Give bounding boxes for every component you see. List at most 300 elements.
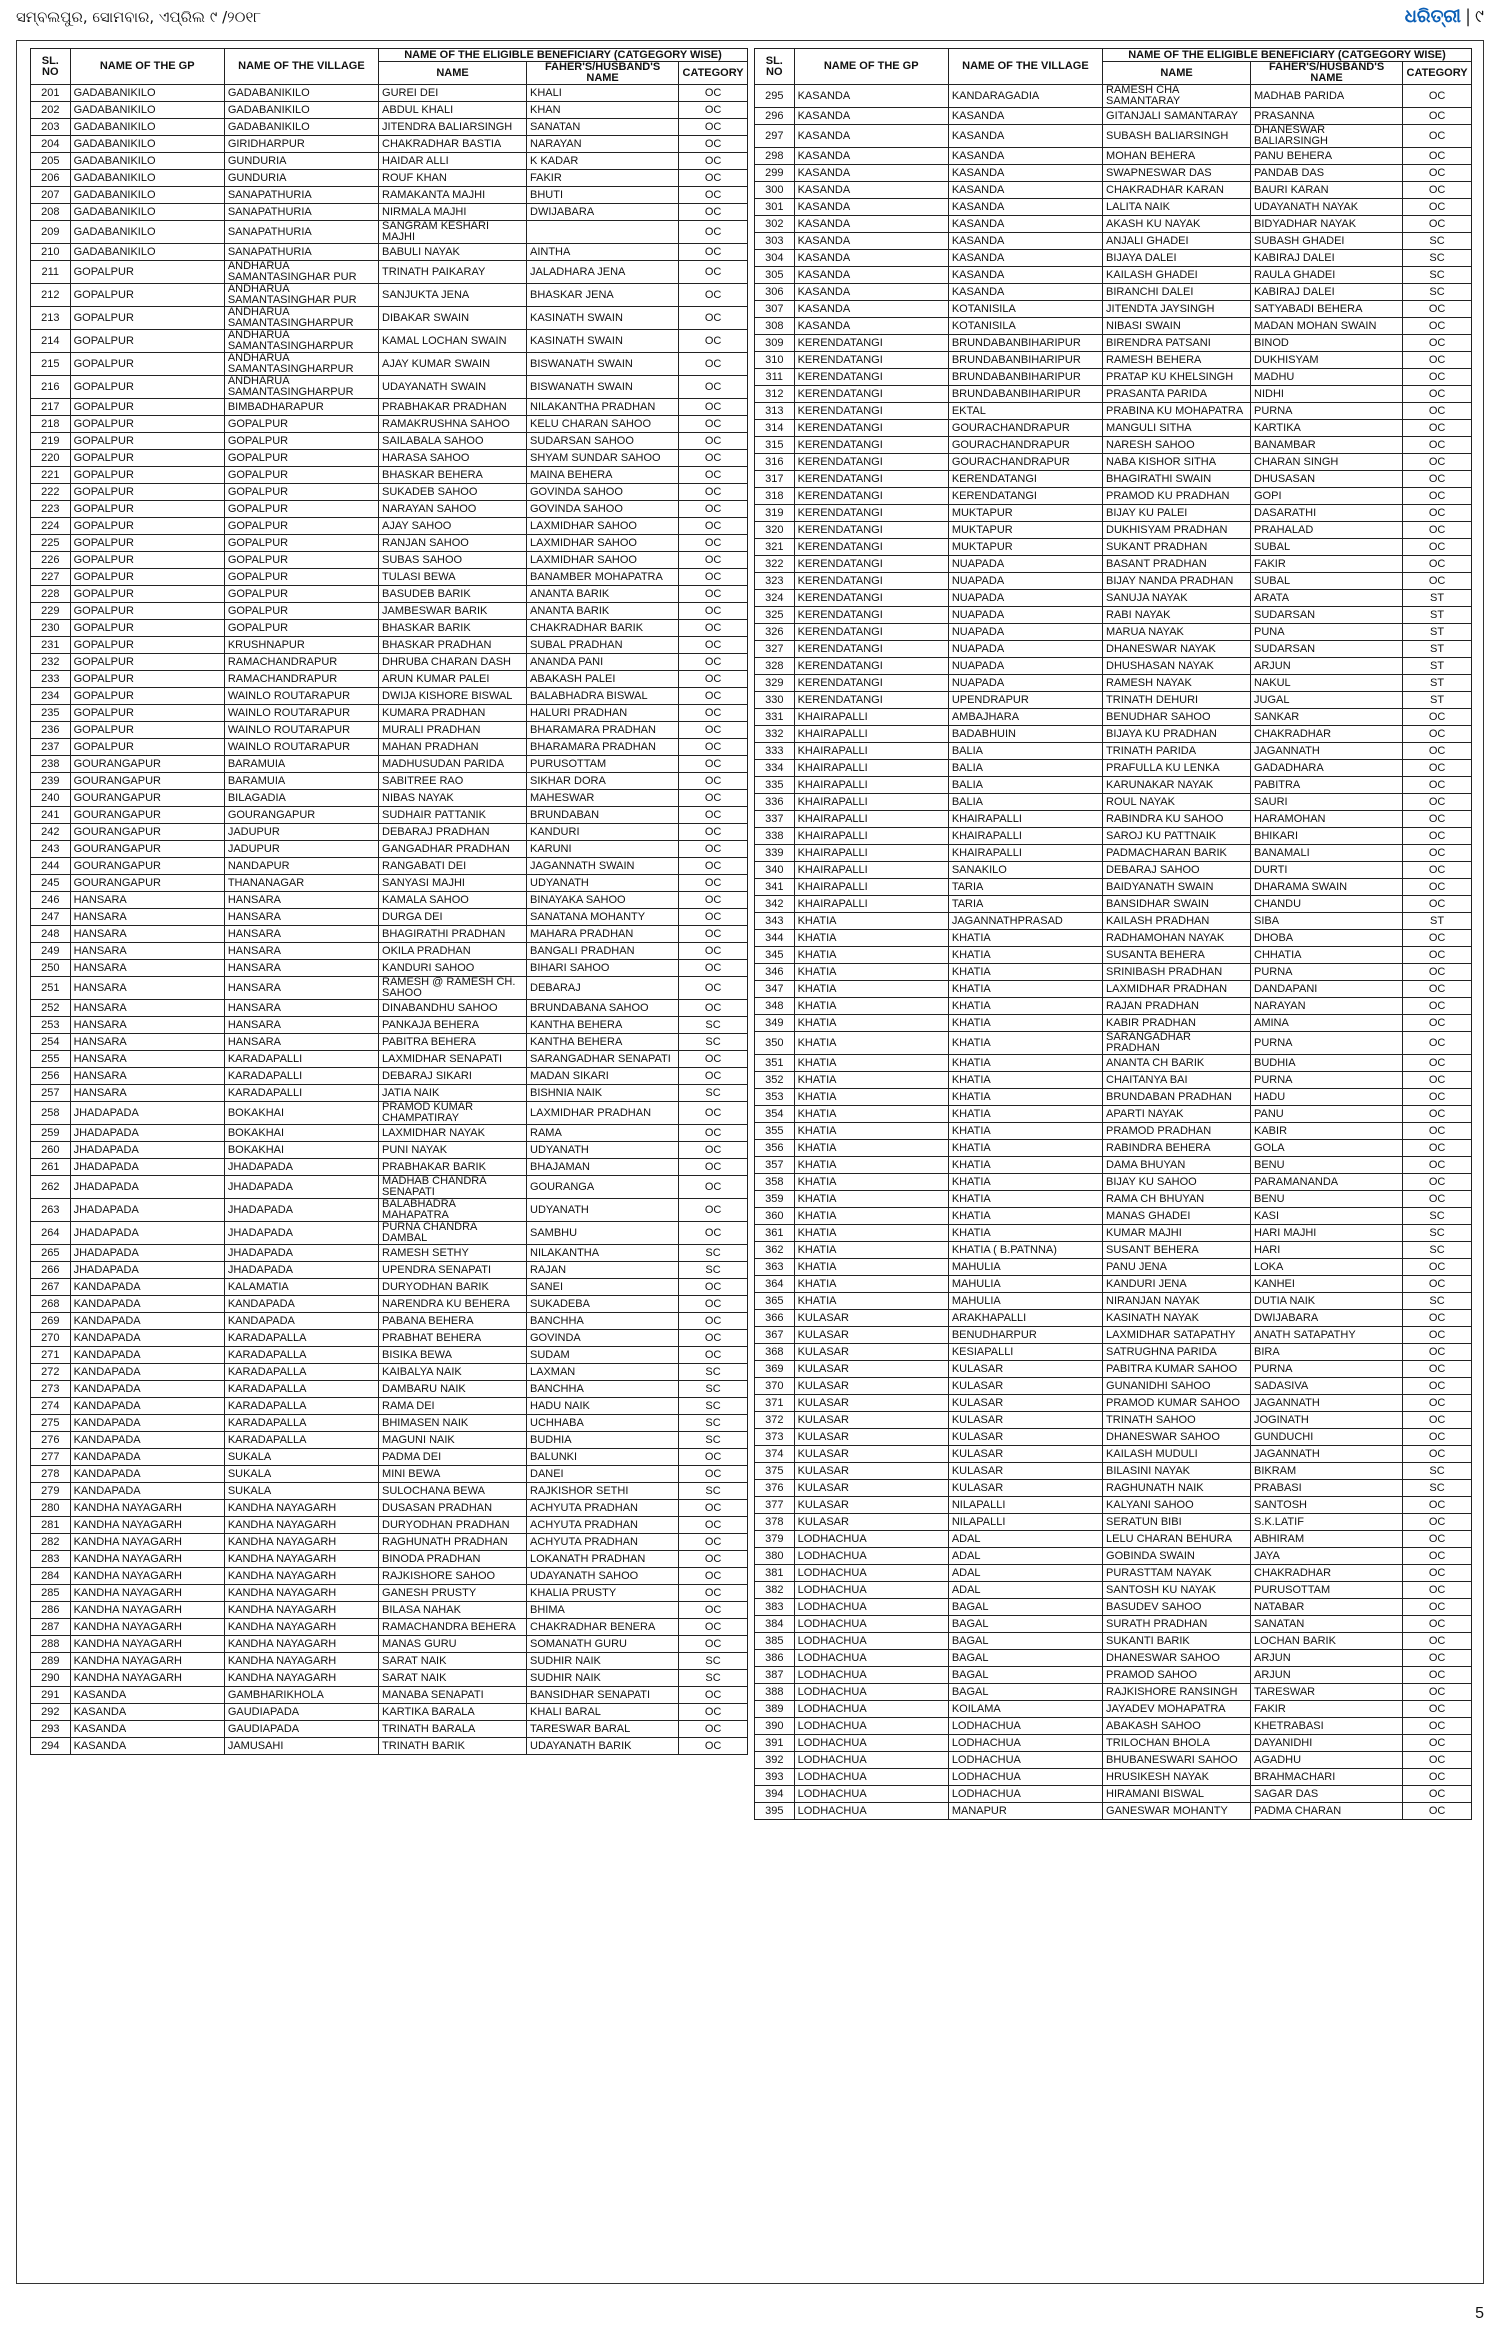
cell-name: CHAKRADHAR BASTIA — [379, 136, 527, 153]
table-row — [31, 654, 748, 671]
table-row — [755, 267, 1472, 284]
cell-village: KANDARAGADIA — [948, 85, 1102, 108]
cell-sl-no: 314 — [755, 420, 795, 437]
table-row — [755, 658, 1472, 675]
cell-sl-no: 284 — [31, 1568, 71, 1585]
cell-sl-no: 338 — [755, 828, 795, 845]
cell-village: NUAPADA — [948, 590, 1102, 607]
cell-sl-no: 360 — [755, 1208, 795, 1225]
cell-category: OC — [1403, 1667, 1472, 1684]
cell-sl-no: 274 — [31, 1398, 71, 1415]
table-row — [755, 1514, 1472, 1531]
cell-gp: KULASAR — [794, 1310, 948, 1327]
cell-gp: GOPALPUR — [70, 739, 224, 756]
cell-village: BOKAKHAI — [224, 1102, 378, 1125]
table-row — [755, 947, 1472, 964]
cell-gp: KANDAPADA — [70, 1381, 224, 1398]
table-row — [31, 1398, 748, 1415]
cell-sl-no: 354 — [755, 1106, 795, 1123]
cell-village: ANDHARUA SAMANTASINGHARPUR — [224, 307, 378, 330]
cell-gp: GOURANGAPUR — [70, 824, 224, 841]
cell-father-name: SUDARSAN — [1251, 607, 1403, 624]
cell-father-name: PANU — [1251, 1106, 1403, 1123]
cell-name: SATRUGHNA PARIDA — [1103, 1344, 1251, 1361]
cell-father-name: RAJAN — [527, 1262, 679, 1279]
cell-gp: KULASAR — [794, 1327, 948, 1344]
cell-name: BENUDHAR SAHOO — [1103, 709, 1251, 726]
cell-gp: HANSARA — [70, 1017, 224, 1034]
cell-village: SUKALA — [224, 1449, 378, 1466]
cell-gp: KASANDA — [794, 108, 948, 125]
cell-category: OC — [1403, 964, 1472, 981]
cell-gp: KASANDA — [70, 1721, 224, 1738]
cell-gp: LODHACHUA — [794, 1684, 948, 1701]
cell-gp: KULASAR — [794, 1395, 948, 1412]
cell-category: OC — [1403, 125, 1472, 148]
cell-sl-no: 201 — [31, 85, 71, 102]
cell-category: OC — [679, 221, 748, 244]
cell-category: SC — [1403, 1242, 1472, 1259]
table-row — [31, 153, 748, 170]
table-row — [31, 1636, 748, 1653]
cell-sl-no: 355 — [755, 1123, 795, 1140]
cell-father-name: DHUSASAN — [1251, 471, 1403, 488]
cell-father-name: LOCHAN BARIK — [1251, 1633, 1403, 1650]
cell-gp: LODHACHUA — [794, 1633, 948, 1650]
cell-village: KANDAPADA — [224, 1296, 378, 1313]
cell-category: OC — [679, 119, 748, 136]
cell-sl-no: 315 — [755, 437, 795, 454]
cell-sl-no: 285 — [31, 1585, 71, 1602]
table-row — [31, 824, 748, 841]
table-row — [755, 1446, 1472, 1463]
cell-sl-no: 357 — [755, 1157, 795, 1174]
page-number: 5 — [1475, 2305, 1484, 2322]
table-row — [755, 216, 1472, 233]
cell-name: MARUA NAYAK — [1103, 624, 1251, 641]
cell-village: GOPALPUR — [224, 416, 378, 433]
cell-father-name: BANCHHA — [527, 1313, 679, 1330]
cell-category: OC — [679, 960, 748, 977]
cell-village: GADABANIKILO — [224, 85, 378, 102]
cell-category: OC — [1403, 1446, 1472, 1463]
cell-name: RAMAKANTA MAJHI — [379, 187, 527, 204]
cell-gp: KHATIA — [794, 913, 948, 930]
cell-father-name: DUTIA NAIK — [1251, 1293, 1403, 1310]
cell-name: HRUSIKESH NAYAK — [1103, 1769, 1251, 1786]
cell-gp: KANDAPADA — [70, 1279, 224, 1296]
cell-gp: GADABANIKILO — [70, 85, 224, 102]
cell-name: JAYADEV MOHAPATRA — [1103, 1701, 1251, 1718]
cell-sl-no: 208 — [31, 204, 71, 221]
cell-category: OC — [1403, 1633, 1472, 1650]
cell-name: KANDURI JENA — [1103, 1276, 1251, 1293]
cell-gp: KANDAPADA — [70, 1330, 224, 1347]
table-row — [31, 518, 748, 535]
table-row — [31, 1017, 748, 1034]
cell-father-name: PUNA — [1251, 624, 1403, 641]
cell-sl-no: 236 — [31, 722, 71, 739]
cell-category: OC — [679, 892, 748, 909]
cell-category: OC — [679, 153, 748, 170]
cell-name: LAXMIDHAR SATAPATHY — [1103, 1327, 1251, 1344]
cell-father-name: SARANGADHAR SENAPATI — [527, 1051, 679, 1068]
cell-name: KARTIKA BARALA — [379, 1704, 527, 1721]
beneficiary-table-left — [30, 48, 748, 1755]
cell-name: SUKANT PRADHAN — [1103, 539, 1251, 556]
cell-father-name: CHARAN SINGH — [1251, 454, 1403, 471]
dateline: ସମ୍ବଲପୁର, ସୋମବାର, ଏପ୍ରିଲ ୯ /୨୦୧୮ — [16, 8, 262, 26]
cell-village: KANDHA NAYAGARH — [224, 1585, 378, 1602]
cell-sl-no: 276 — [31, 1432, 71, 1449]
table-row — [755, 1344, 1472, 1361]
table-row — [31, 330, 748, 353]
cell-village: BENUDHARPUR — [948, 1327, 1102, 1344]
cell-gp: KASANDA — [70, 1738, 224, 1755]
cell-sl-no: 339 — [755, 845, 795, 862]
cell-sl-no: 260 — [31, 1142, 71, 1159]
cell-gp: KANDAPADA — [70, 1415, 224, 1432]
cell-category: ST — [1403, 658, 1472, 675]
cell-name: BILASINI NAYAK — [1103, 1463, 1251, 1480]
cell-sl-no: 253 — [31, 1017, 71, 1034]
cell-father-name: S.K.LATIF — [1251, 1514, 1403, 1531]
table-row — [31, 637, 748, 654]
table-row — [31, 1245, 748, 1262]
cell-gp: GOPALPUR — [70, 284, 224, 307]
table-row — [31, 1199, 748, 1222]
table-row — [755, 1242, 1472, 1259]
cell-category: OC — [1403, 1361, 1472, 1378]
cell-category: OC — [1403, 1497, 1472, 1514]
cell-father-name: PRABASI — [1251, 1480, 1403, 1497]
cell-category: OC — [1403, 1310, 1472, 1327]
right-table-body — [755, 85, 1472, 1820]
cell-name: LELU CHARAN BEHURA — [1103, 1531, 1251, 1548]
cell-gp: GOURANGAPUR — [70, 841, 224, 858]
cell-gp: HANSARA — [70, 1068, 224, 1085]
table-row — [31, 416, 748, 433]
cell-father-name: HARAMOHAN — [1251, 811, 1403, 828]
cell-village: BARAMUIA — [224, 756, 378, 773]
cell-category: OC — [1403, 403, 1472, 420]
cell-sl-no: 342 — [755, 896, 795, 913]
cell-gp: HANSARA — [70, 943, 224, 960]
cell-sl-no: 326 — [755, 624, 795, 641]
cell-gp: KASANDA — [794, 165, 948, 182]
cell-sl-no: 291 — [31, 1687, 71, 1704]
cell-sl-no: 266 — [31, 1262, 71, 1279]
cell-name: RABINDRA KU SAHOO — [1103, 811, 1251, 828]
table-row — [755, 1565, 1472, 1582]
table-row — [755, 811, 1472, 828]
table-row — [31, 1721, 748, 1738]
cell-sl-no: 252 — [31, 1000, 71, 1017]
cell-village: JHADAPADA — [224, 1176, 378, 1199]
cell-category: OC — [679, 824, 748, 841]
table-row — [755, 522, 1472, 539]
cell-gp: KERENDATANGI — [794, 556, 948, 573]
cell-gp: GOPALPUR — [70, 603, 224, 620]
cell-father-name: LAXMAN — [527, 1364, 679, 1381]
cell-village: WAINLO ROUTARAPUR — [224, 688, 378, 705]
cell-village: ANDHARUA SAMANTASINGHARPUR — [224, 376, 378, 399]
cell-father-name: BALUNKI — [527, 1449, 679, 1466]
cell-father-name: CHAKRADHAR — [1251, 1565, 1403, 1582]
cell-name: RAMESH SETHY — [379, 1245, 527, 1262]
cell-name: SARAT NAIK — [379, 1670, 527, 1687]
cell-gp: GOPALPUR — [70, 569, 224, 586]
cell-gp: KERENDATANGI — [794, 369, 948, 386]
cell-name: NARESH SAHOO — [1103, 437, 1251, 454]
cell-name: PABITRA BEHERA — [379, 1034, 527, 1051]
cell-gp: KHAIRAPALLI — [794, 811, 948, 828]
table-row — [31, 1381, 748, 1398]
cell-name: AJAY SAHOO — [379, 518, 527, 535]
cell-name: GUREI DEI — [379, 85, 527, 102]
cell-name: OKILA PRADHAN — [379, 943, 527, 960]
cell-gp: KULASAR — [794, 1480, 948, 1497]
cell-name: BILASA NAHAK — [379, 1602, 527, 1619]
cell-gp: KANDHA NAYAGARH — [70, 1534, 224, 1551]
cell-father-name: JUGAL — [1251, 692, 1403, 709]
cell-sl-no: 348 — [755, 998, 795, 1015]
cell-category: OC — [1403, 1531, 1472, 1548]
cell-category: OC — [1403, 471, 1472, 488]
cell-sl-no: 263 — [31, 1199, 71, 1222]
cell-sl-no: 367 — [755, 1327, 795, 1344]
cell-sl-no: 332 — [755, 726, 795, 743]
cell-category: OC — [679, 1602, 748, 1619]
cell-name: ABDUL KHALI — [379, 102, 527, 119]
cell-village: KALAMATIA — [224, 1279, 378, 1296]
cell-name: BASUDEB BARIK — [379, 586, 527, 603]
cell-village: KASANDA — [948, 216, 1102, 233]
cell-father-name: BHIMA — [527, 1602, 679, 1619]
cell-name: DWIJA KISHORE BISWAL — [379, 688, 527, 705]
cell-gp: KHATIA — [794, 1032, 948, 1055]
cell-village: ANDHARUA SAMANTASINGHARPUR — [224, 353, 378, 376]
cell-name: LAXMIDHAR PRADHAN — [1103, 981, 1251, 998]
cell-category: OC — [1403, 1701, 1472, 1718]
cell-name: PRAMOD KUMAR SAHOO — [1103, 1395, 1251, 1412]
cell-village: KULASAR — [948, 1361, 1102, 1378]
cell-name: TRINATH SAHOO — [1103, 1412, 1251, 1429]
cell-gp: KERENDATANGI — [794, 675, 948, 692]
cell-father-name: SUDARSAN — [1251, 641, 1403, 658]
cell-father-name: KANTHA BEHERA — [527, 1034, 679, 1051]
cell-category: OC — [679, 1347, 748, 1364]
table-row — [755, 607, 1472, 624]
table-row — [31, 1102, 748, 1125]
cell-village: KASANDA — [948, 108, 1102, 125]
table-row — [31, 261, 748, 284]
cell-father-name: LAXMIDHAR PRADHAN — [527, 1102, 679, 1125]
cell-category: OC — [679, 187, 748, 204]
cell-sl-no: 279 — [31, 1483, 71, 1500]
cell-sl-no: 368 — [755, 1344, 795, 1361]
cell-name: DIBAKAR SWAIN — [379, 307, 527, 330]
cell-gp: GOPALPUR — [70, 722, 224, 739]
cell-sl-no: 380 — [755, 1548, 795, 1565]
cell-village: KULASAR — [948, 1480, 1102, 1497]
cell-sl-no: 225 — [31, 535, 71, 552]
cell-village: SANAKILO — [948, 862, 1102, 879]
cell-gp: JHADAPADA — [70, 1142, 224, 1159]
cell-category: SC — [1403, 1463, 1472, 1480]
cell-category: SC — [679, 1432, 748, 1449]
cell-category: OC — [679, 353, 748, 376]
cell-sl-no: 288 — [31, 1636, 71, 1653]
cell-gp: KHATIA — [794, 1140, 948, 1157]
cell-sl-no: 378 — [755, 1514, 795, 1531]
cell-category: OC — [679, 1296, 748, 1313]
cell-gp: GOPALPUR — [70, 637, 224, 654]
cell-gp: KULASAR — [794, 1344, 948, 1361]
cell-category: OC — [1403, 573, 1472, 590]
cell-father-name — [527, 221, 679, 244]
cell-father-name: SUKADEBA — [527, 1296, 679, 1313]
cell-gp: GOPALPUR — [70, 688, 224, 705]
cell-village: GOURACHANDRAPUR — [948, 454, 1102, 471]
cell-village: KHATIA — [948, 947, 1102, 964]
cell-village: BIMBADHARAPUR — [224, 399, 378, 416]
cell-category: SC — [1403, 1480, 1472, 1497]
cell-category: OC — [679, 688, 748, 705]
cell-village: KHATIA — [948, 1157, 1102, 1174]
cell-name: DURGA DEI — [379, 909, 527, 926]
cell-village: ADAL — [948, 1531, 1102, 1548]
cell-father-name: KHALIA PRUSTY — [527, 1585, 679, 1602]
cell-gp: KASANDA — [794, 284, 948, 301]
cell-category: OC — [1403, 1803, 1472, 1820]
cell-name: KANDURI SAHOO — [379, 960, 527, 977]
cell-category: OC — [1403, 845, 1472, 862]
cell-sl-no: 383 — [755, 1599, 795, 1616]
cell-category: OC — [679, 926, 748, 943]
cell-father-name: DANDAPANI — [1251, 981, 1403, 998]
cell-village: KHAIRAPALLI — [948, 828, 1102, 845]
cell-sl-no: 331 — [755, 709, 795, 726]
cell-sl-no: 277 — [31, 1449, 71, 1466]
cell-gp: KERENDATANGI — [794, 386, 948, 403]
cell-category: OC — [679, 261, 748, 284]
cell-father-name: JAGANNATH — [1251, 1395, 1403, 1412]
cell-gp: KASANDA — [794, 182, 948, 199]
cell-sl-no: 295 — [755, 85, 795, 108]
cell-village: KANDHA NAYAGARH — [224, 1568, 378, 1585]
cell-sl-no: 310 — [755, 352, 795, 369]
cell-village: HANSARA — [224, 909, 378, 926]
cell-gp: KASANDA — [794, 233, 948, 250]
cell-category: OC — [679, 1466, 748, 1483]
cell-name: HAIDAR ALLI — [379, 153, 527, 170]
table-row — [31, 1738, 748, 1755]
cell-gp: KERENDATANGI — [794, 488, 948, 505]
cell-father-name: ARJUN — [1251, 658, 1403, 675]
header-sl-no: SL. NO — [31, 49, 71, 85]
cell-gp: LODHACHUA — [794, 1599, 948, 1616]
cell-father-name: BINOD — [1251, 335, 1403, 352]
cell-gp: GOURANGAPUR — [70, 756, 224, 773]
table-row — [31, 1347, 748, 1364]
cell-sl-no: 223 — [31, 501, 71, 518]
cell-village: GOPALPUR — [224, 552, 378, 569]
cell-name: MURALI PRADHAN — [379, 722, 527, 739]
cell-father-name: ANANTA BARIK — [527, 586, 679, 603]
cell-name: KAMALA SAHOO — [379, 892, 527, 909]
cell-village: HANSARA — [224, 977, 378, 1000]
cell-name: HARASA SAHOO — [379, 450, 527, 467]
cell-gp: KANDHA NAYAGARH — [70, 1568, 224, 1585]
cell-father-name: DANEI — [527, 1466, 679, 1483]
cell-village: GOPALPUR — [224, 569, 378, 586]
cell-name: BAIDYANATH SWAIN — [1103, 879, 1251, 896]
cell-category: OC — [1403, 896, 1472, 913]
masthead — [16, 6, 1484, 32]
cell-father-name: ARATA — [1251, 590, 1403, 607]
cell-gp: KHAIRAPALLI — [794, 743, 948, 760]
cell-gp: KHATIA — [794, 1225, 948, 1242]
cell-gp: KHATIA — [794, 930, 948, 947]
cell-category: OC — [1403, 1378, 1472, 1395]
header-gp: NAME OF THE GP — [794, 49, 948, 85]
cell-gp: KHATIA — [794, 1106, 948, 1123]
table-row — [31, 756, 748, 773]
cell-sl-no: 317 — [755, 471, 795, 488]
cell-sl-no: 324 — [755, 590, 795, 607]
cell-category: OC — [679, 1199, 748, 1222]
cell-sl-no: 258 — [31, 1102, 71, 1125]
table-row — [755, 1667, 1472, 1684]
cell-village: BAGAL — [948, 1667, 1102, 1684]
cell-village: MAHULIA — [948, 1276, 1102, 1293]
cell-father-name: MADHU — [1251, 369, 1403, 386]
cell-category: ST — [1403, 590, 1472, 607]
cell-name: RANJAN SAHOO — [379, 535, 527, 552]
cell-category: OC — [679, 416, 748, 433]
cell-father-name: BHASKAR JENA — [527, 284, 679, 307]
cell-village: RAMACHANDRAPUR — [224, 654, 378, 671]
cell-name: KAILASH GHADEI — [1103, 267, 1251, 284]
cell-sl-no: 215 — [31, 353, 71, 376]
cell-village: BOKAKHAI — [224, 1125, 378, 1142]
cell-father-name: ANATH SATAPATHY — [1251, 1327, 1403, 1344]
cell-village: KARADAPALLA — [224, 1330, 378, 1347]
cell-category: OC — [679, 399, 748, 416]
cell-category: OC — [1403, 1327, 1472, 1344]
cell-father-name: ACHYUTA PRADHAN — [527, 1500, 679, 1517]
cell-father-name: NILAKANTHA — [527, 1245, 679, 1262]
cell-name: PRABINA KU MOHAPATRA — [1103, 403, 1251, 420]
cell-name: HIRAMANI BISWAL — [1103, 1786, 1251, 1803]
cell-gp: LODHACHUA — [794, 1701, 948, 1718]
cell-gp: KHAIRAPALLI — [794, 862, 948, 879]
cell-category: OC — [679, 1636, 748, 1653]
cell-sl-no: 341 — [755, 879, 795, 896]
table-row — [31, 353, 748, 376]
cell-gp: LODHACHUA — [794, 1803, 948, 1820]
table-row — [31, 170, 748, 187]
cell-name: RAGHUNATH NAIK — [1103, 1480, 1251, 1497]
cell-gp: JHADAPADA — [70, 1222, 224, 1245]
cell-father-name: NAKUL — [1251, 675, 1403, 692]
cell-sl-no: 275 — [31, 1415, 71, 1432]
cell-name: PURASTTAM NAYAK — [1103, 1565, 1251, 1582]
cell-father-name: BIRA — [1251, 1344, 1403, 1361]
table-row — [755, 148, 1472, 165]
cell-gp: KANDAPADA — [70, 1432, 224, 1449]
